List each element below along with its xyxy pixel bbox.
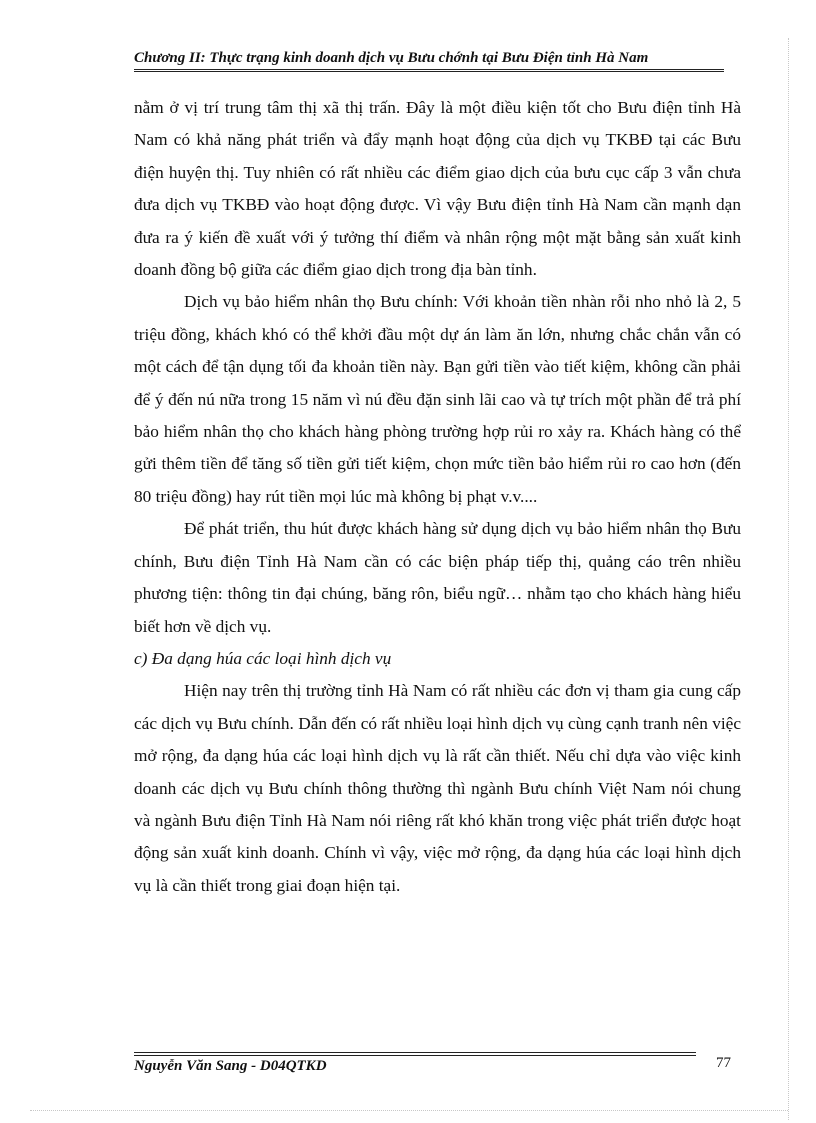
paragraph-marketing: Để phát triển, thu hút được khách hàng sử dụng dịch vụ bảo hiểm nhân thọ Bưu chính, Bưu điện Tỉnh Hà Nam cần có các biện pháp tiếp thị, quảng cáo trên nhiều phương tiện: thông tin đại chúng, băng rôn, biểu ngữ… nhằm tạo cho khách hàng hiểu biết hơn về dịch vụ. [134,519,741,636]
footer-author: Nguyễn Văn Sang - D04QTKD [134,1058,327,1074]
header-rule-double [134,71,724,72]
page-edge-bottom [30,1110,788,1111]
paragraph-life-insurance: Dịch vụ bảo hiểm nhân thọ Bưu chính: Với khoản tiền nhàn rỗi nho nhỏ là 2, 5 triệu đồng, khách khó có thể khởi đầu một dự án làm ăn lớn, nhưng chắc chắn vẫn có một cách để tận dụng tối đa khoản tiền này. Bạn gửi tiền vào tiết kiệm, không cần phải để ý đến nú nữa trong 15 năm vì nú đều đặn sinh lãi cao và tự trích một phần để trả phí bảo hiểm nhân thọ cho khách hàng phòng trường hợp rủi ro xảy ra. Khách hàng có thể gửi thêm tiền để tăng số tiền gửi tiết kiệm, chọn mức tiền bảo hiểm rủi ro cao hơn (đến 80 triệu đồng) hay rút tiền mọi lúc mà không bị phạt v.v.... [134,292,741,506]
paragraph-continuation: nằm ở vị trí trung tâm thị xã thị trấn. Đây là một điều kiện tốt cho Bưu điện tỉnh Hà Nam có khả năng phát triển và đẩy mạnh hoạt động của dịch vụ TKBĐ tại các Bưu điện huyện thị. Tuy nhiên có rất nhiều các điểm giao dịch của bưu cục cấp 3 vẫn chưa đưa dịch vụ TKBĐ vào hoạt động được. Vì vậy Bưu điện tỉnh Hà Nam cần mạnh dạn đưa ra ý kiến đề xuất với ý tưởng thí điểm và nhân rộng một mặt bằng sản xuất kinh doanh đồng bộ giữa các điểm giao dịch trong địa bàn tỉnh. [134,98,741,280]
page-edge-right [788,38,789,1120]
document-body [134,92,741,902]
page-number: 77 [716,1055,731,1071]
section-heading-diversify: c) Đa dạng húa các loại hình dịch vụ [134,648,392,668]
running-header: Chương II: Thực trạng kinh doanh dịch vụ Bưu chớnh tại Bưu Điện tỉnh Hà Nam [134,50,649,66]
footer-rule [134,1052,696,1053]
paragraph-diversify: Hiện nay trên thị trường tỉnh Hà Nam có rất nhiều các đơn vị tham gia cung cấp các dịch vụ Bưu chính. Dẫn đến có rất nhiều loại hình dịch vụ cùng cạnh tranh nên việc mở rộng, đa dạng húa các loại hình dịch vụ là rất cần thiết. Nếu chỉ dựa vào việc kinh doanh các dịch vụ Bưu chính thông thường thì ngành Bưu chính Việt Nam nói chung và ngành Bưu điện Tỉnh Hà Nam nói riêng rất khó khăn trong việc phát triển được hoạt động sản xuất kinh doanh. Chính vì vậy, việc mở rộng, đa dạng húa các loại hình dịch vụ là cần thiết trong giai đoạn hiện tại. [134,681,741,895]
header-rule [134,69,724,70]
footer-rule-double [134,1055,696,1056]
